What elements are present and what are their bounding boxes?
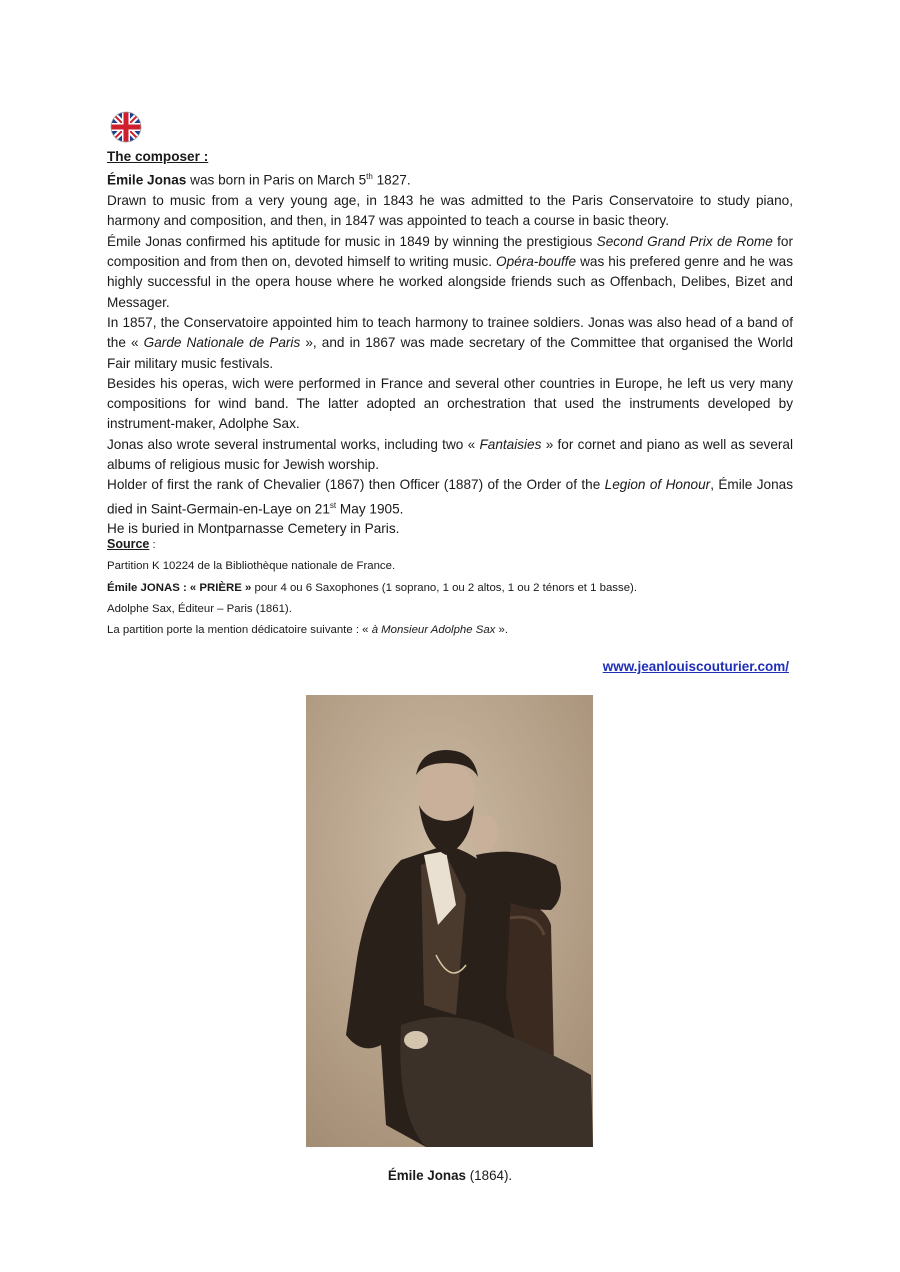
source-heading: Source bbox=[107, 537, 150, 551]
bio-paragraph-7: He is buried in Montparnasse Cemetery in Paris. bbox=[107, 521, 400, 537]
composer-portrait-photo bbox=[306, 695, 593, 1147]
source-line-4: La partition porte la mention dédicatoire suivante : « à Monsieur Adolphe Sax ». bbox=[107, 624, 509, 637]
composer-name: Émile Jonas bbox=[107, 172, 187, 188]
union-jack-flag-icon bbox=[110, 111, 142, 143]
source-line-1: Partition K 10224 de la Bibliothèque nationale de France. bbox=[107, 560, 396, 573]
bio-paragraph-4: Besides his operas, wich were performed in France and several other countries in Europe, he left us very many compositions for wind band. The latter adopted an orchestration that used the instruments developed by instrument-maker, Adolphe Sax. bbox=[107, 375, 793, 432]
source-line-3: Adolphe Sax, Éditeur – Paris (1861). bbox=[107, 602, 292, 615]
bio-paragraph-5: Jonas also wrote several instrumental works, including two « Fantaisies » for cornet and piano as well as several albums of religious music for Jewish worship. bbox=[107, 436, 793, 472]
bio-paragraph-6: Holder of first the rank of Chevalier (1867) then Officer (1887) of the Order of the Legion of Honour, Émile Jonas died in Saint-Germain-en-Laye on 21st May 1905. bbox=[107, 477, 794, 517]
composer-biography bbox=[107, 147, 793, 540]
source-section bbox=[107, 534, 793, 641]
birth-line: Émile Jonas was born in Paris on March 5th 1827. bbox=[107, 172, 411, 188]
website-link[interactable]: www.jeanlouiscouturier.com/ bbox=[602, 659, 789, 674]
bio-paragraph-3: In 1857, the Conservatoire appointed him to teach harmony to trainee soldiers. Jonas was also head of a band of the « Garde Nationale de Paris », and in 1867 was made secretary of the Committee that organised the World Fair military music festivals. bbox=[107, 314, 794, 371]
source-line-2: Émile JONAS : « PRIÈRE » pour 4 ou 6 Saxophones (1 soprano, 1 ou 2 altos, 1 ou 2 ténors et 1 basse). bbox=[107, 581, 637, 594]
source-heading-line: Source : bbox=[107, 537, 156, 551]
bio-paragraph-1: Drawn to music from a very young age, in 1843 he was admitted to the Paris Conservatoire to study piano, harmony and composition, and then, in 1847 was appointed to teach a course in basic theory. bbox=[107, 193, 793, 229]
photo-caption: Émile Jonas (1864). bbox=[387, 1168, 513, 1183]
composer-heading: The composer : bbox=[107, 149, 209, 164]
bio-paragraph-2: Émile Jonas confirmed his aptitude for music in 1849 by winning the prestigious Second Grand Prix de Rome for composition and from then on, devoted himself to writing music. Opéra-bouffe was his prefered genre and he was highly successful in the opera house where he worked alongside friends such as Offenbach, Delibes, Bizet and Messager. bbox=[107, 233, 794, 310]
